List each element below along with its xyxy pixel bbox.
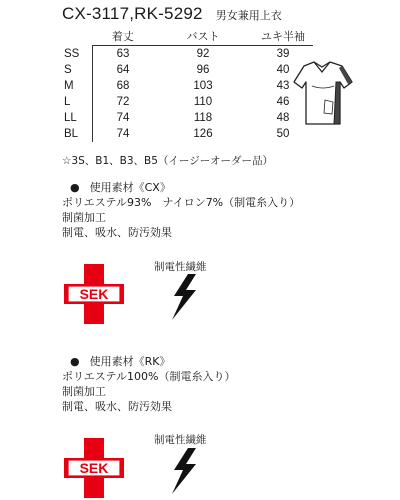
length-cell: 74 [116, 128, 130, 140]
material-treatment: 制菌加工 [62, 211, 106, 224]
table-row [62, 78, 313, 94]
size-cell: S [62, 62, 93, 78]
sleeve-cell: 48 [276, 112, 290, 124]
material-heading: ● 使用素材《CX》 [62, 180, 300, 195]
table-row [62, 94, 313, 110]
size-column-header [62, 29, 93, 46]
length-cell: 68 [116, 80, 130, 92]
size-table-header [62, 29, 313, 46]
bust-cell: 103 [193, 80, 213, 92]
sek-certification-badge [64, 438, 124, 498]
product-code-title: CX-3117,RK-5292 [62, 4, 203, 23]
sleeve-column-header: ユキ半袖 [253, 29, 313, 46]
length-cell: 74 [116, 112, 130, 124]
sleeve-cell: 40 [276, 64, 290, 76]
table-row [62, 110, 313, 126]
bust-cell: 118 [193, 112, 213, 124]
antistatic-fiber-label: 制電性繊維 [154, 261, 207, 273]
lightning-bolt-icon [166, 274, 202, 320]
bust-cell: 92 [196, 48, 210, 60]
lightning-bolt-icon [166, 448, 202, 494]
length-cell: 63 [116, 48, 130, 60]
sleeve-cell: 50 [276, 128, 290, 140]
size-cell: BL [62, 126, 93, 142]
table-row [62, 46, 313, 63]
table-row [62, 62, 313, 78]
bust-column-header: バスト [153, 29, 253, 46]
length-cell: 64 [116, 64, 130, 76]
material-effects: 制電、吸水、防汚効果 [62, 226, 172, 239]
bust-cell: 110 [193, 96, 213, 108]
material-section-cx [62, 180, 300, 240]
product-type-subtitle: 男女兼用上衣 [215, 9, 282, 22]
bust-cell: 126 [193, 128, 213, 140]
antistatic-fiber-label: 制電性繊維 [154, 434, 207, 446]
bust-cell: 96 [196, 64, 210, 76]
material-composition: ポリエステル100%（制電糸入り） [62, 370, 236, 383]
header [62, 4, 282, 24]
size-cell: M [62, 78, 93, 94]
sek-certification-badge [64, 264, 124, 324]
easy-order-note: ☆3S、B1、B3、B5（イージーオーダー品） [62, 155, 273, 167]
material-section-rk [62, 354, 235, 414]
badge-text: SEK [79, 460, 109, 476]
sleeve-cell: 39 [276, 48, 290, 60]
sleeve-cell: 46 [276, 96, 290, 108]
length-column-header: 着丈 [93, 29, 154, 46]
size-table [62, 29, 313, 142]
sleeve-cell: 43 [276, 80, 290, 92]
size-cell: SS [62, 46, 93, 63]
size-cell: LL [62, 110, 93, 126]
material-effects: 制電、吸水、防汚効果 [62, 400, 172, 413]
material-composition: ポリエステル93% ナイロン7%（制電糸入り） [62, 196, 301, 209]
material-treatment: 制菌加工 [62, 385, 106, 398]
badge-text: SEK [79, 286, 109, 302]
table-row [62, 126, 313, 142]
size-cell: L [62, 94, 93, 110]
material-heading: ● 使用素材《RK》 [62, 354, 235, 369]
length-cell: 72 [116, 96, 130, 108]
garment-illustration [292, 56, 354, 128]
